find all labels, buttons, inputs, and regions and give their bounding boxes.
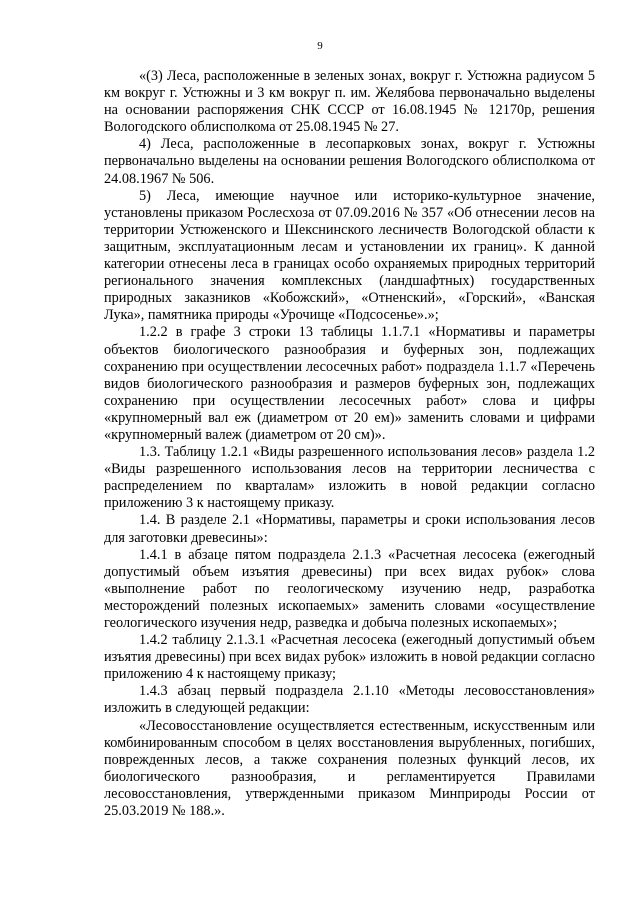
paragraph-1-4-2: 1.4.2 таблицу 2.1.3.1 «Расчетная лесосека (ежегодный допустимый объем изъятия древесины) при всех видах рубок» изложить в новой редакции согласно приложению 4 к настоящему приказу; [104, 632, 595, 683]
paragraph-1-4-3: 1.4.3 абзац первый подраздела 2.1.10 «Методы лесовосстановления» изложить в следующей редакции: [104, 683, 595, 717]
paragraph-protective-forests-green-zones: «(3) Леса, расположенные в зеленых зонах, вокруг г. Устюжна радиусом 5 км вокруг г. Устюжны и 3 км вокруг п. им. Желябова первоначально выделены на основании распоряжения СНК СССР от 16.08.1945 № 12170р, решения Вологодского облисполкома от 25.08.1945 № 27. [104, 68, 595, 136]
paragraph-scientific-forests: 5) Леса, имеющие научное или историко-культурное значение, установлены приказом Рослесхоза от 07.09.2016 № 357 «Об отнесении лесов на территории Устюженского и Шекснинского лесничеств Вологодской области к защитным, эксплуатационным лесам и установлении их границ». К данной категории отнесены леса в границах особо охраняемых природных территорий регионального значения комплексных (ландшафтных) государственных природных заказников «Кобожский», «Отненский», «Горский», «Ванская Лука», памятника природы «Урочище «Подсосенье».»; [104, 187, 595, 324]
paragraph-1-2-2: 1.2.2 в графе 3 строки 13 таблицы 1.1.7.1 «Нормативы и параметры объектов биологического разнообразия и буферных зон, подлежащих сохранению при осуществлении лесосечных работ» подраздела 1.1.7 «Перечень видов биологического разнообразия и размеров буферных зон, подлежащих сохранению при осуществлении лесосечных работ» слова и цифры «крупномерный вал еж (диаметром от 20 ем)» заменить словами и цифрами «крупномерный валеж (диаметром от 20 см)». [104, 324, 595, 443]
page-number: 9 [317, 40, 323, 52]
paragraph-1-4-1: 1.4.1 в абзаце пятом подраздела 2.1.3 «Расчетная лесосека (ежегодный допустимый объем изъятия древесины) при всех видах рубок» слова «выполнение работ по геологическому изучению недр, разработка месторождений полезных ископаемых» заменить словами «осуществление геологического изучения недр, разведка и добыча полезных ископаемых»; [104, 546, 595, 631]
paragraph-1-3: 1.3. Таблицу 1.2.1 «Виды разрешенного использования лесов» раздела 1.2 «Виды разрешенного использования лесов на территории лесничества с распределением по кварталам» изложить в новой редакции согласно приложению 3 к настоящему приказу. [104, 444, 595, 512]
paragraph-reforestation-quote: «Лесовосстановление осуществляется естественным, искусственным или комбинированным способом в целях восстановления вырубленных, погибших, поврежденных лесов, а также сохранения полезных функций лесов, их биологического разнообразия, и регламентируется Правилами лесовосстановления, утвержденными приказом Минприроды России от 25.03.2019 № 188.». [104, 717, 595, 820]
document-body [104, 68, 595, 820]
paragraph-forest-park-zones: 4) Леса, расположенные в лесопарковых зонах, вокруг г. Устюжны первоначально выделены на основании решения Вологодского облисполкома от 24.08.1967 № 506. [104, 136, 595, 187]
paragraph-1-4: 1.4. В разделе 2.1 «Нормативы, параметры и сроки использования лесов для заготовки древесины»: [104, 512, 595, 546]
